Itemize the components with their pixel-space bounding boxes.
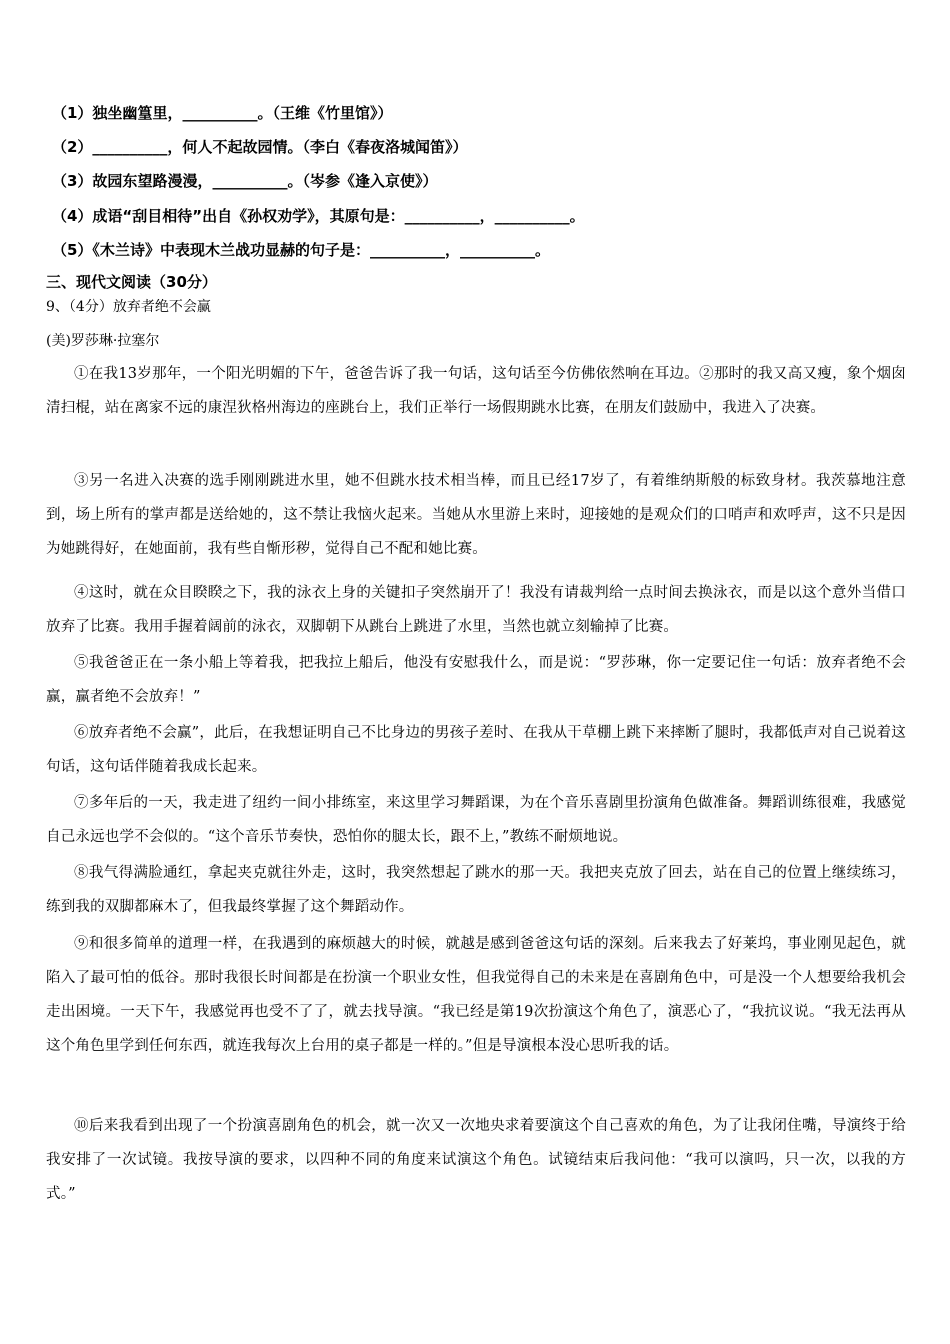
fill-blank-question-3: （3）故园东望路漫漫，__________。（岑参《逢入京使》） — [52, 172, 438, 190]
article-paragraph-1: ①在我13岁那年，一个阳光明媚的下午，爸爸告诉了我一句话，这句话至今仿佛依然响在耳边。②那时的我又高又瘦，象个烟囱清扫棍，站在离家不远的康涅狄格州海边的座跳台上，我们正举行一场假期跳水比赛，在朋友们鼓励中，我进入了决赛。 — [46, 366, 906, 416]
article-paragraph-7: ⑦多年后的一天，我走进了纽约一间小排练室，来这里学习舞蹈课，为在个音乐喜剧里扮演角色做准备。舞蹈训练很难，我感觉自己永远也学不会似的。“这个音乐节奏快，恐怕你的腿太长，跟不上，”教练不耐烦地说。 — [46, 795, 906, 845]
question-header: 9、（4分）放弃者绝不会赢 — [46, 299, 211, 315]
section-title: 三、现代文阅读（30分） — [46, 273, 217, 291]
fill-blank-question-5: （5）《木兰诗》中表现木兰战功显赫的句子是：__________，__________。 — [52, 241, 550, 259]
article-paragraph-4: ④这时，就在众目睽睽之下，我的泳衣上身的关键扣子突然崩开了！我没有请裁判给一点时间去换泳衣，而是以这个意外当借口放弃了比赛。我用手握着阔前的泳衣，双脚朝下从跳台上跳进了水里，当然也就立刻输掉了比赛。 — [46, 585, 906, 635]
article-paragraph-5: ⑤我爸爸正在一条小船上等着我，把我拉上船后，他没有安慰我什么，而是说：“罗莎琳，你一定要记住一句话：放弃者绝不会赢，赢者绝不会放弃！” — [46, 655, 906, 705]
article-author: (美)罗莎琳·拉塞尔 — [46, 333, 160, 349]
fill-blank-question-1: （1）独坐幽篁里，__________。（王维《竹里馆》） — [52, 104, 393, 122]
article-paragraph-3: ③另一名进入决赛的选手刚刚跳进水里，她不但跳水技术相当棒，而且已经17岁了，有着维纳斯般的标致身材。我茨慕地注意到，场上所有的掌声都是送给她的，这不禁让我恼火起来。当她从水里游上来时，迎接她的是观众们的口哨声和欢呼声，这不只是因为她跳得好，在她面前，我有些自惭形秽，觉得自己不配和她比赛。 — [46, 473, 906, 557]
article-paragraph-6: ⑥放弃者绝不会赢”，此后，在我想证明自己不比身边的男孩子差时、在我从干草棚上跳下来摔断了腿时，我都低声对自己说着这句话，这句话伴随着我成长起来。 — [46, 725, 906, 775]
article-paragraph-8: ⑧我气得满脸通红，拿起夹克就往外走，这时，我突然想起了跳水的那一天。我把夹克放了回去，站在自己的位置上继续练习，练到我的双脚都麻木了，但我最终掌握了这个舞蹈动作。 — [46, 865, 906, 915]
article-paragraph-9: ⑨和很多简单的道理一样，在我遇到的麻烦越大的时候，就越是感到爸爸这句话的深刻。后来我去了好莱坞，事业刚见起色，就陷入了最可怕的低谷。那时我很长时间都是在扮演一个职业女性，但我觉得自己的未来是在喜剧角色中，可是没一个人想要给我机会走出困境。一天下午，我感觉再也受不了了，就去找导演。“我已经是第19次扮演这个角色了，演恶心了，“我抗议说。“我无法再从这个角色里学到任何东西，就连我每次上台用的桌子都是一样的。”但是导演根本没心思听我的话。 — [46, 936, 906, 1054]
fill-blank-question-2: （2）__________，何人不起故园情。（李白《春夜洛城闻笛》） — [52, 138, 468, 156]
fill-blank-question-4: （4）成语“刮目相待”出自《孙权劝学》，其原句是：__________，__________。 — [52, 207, 585, 225]
article-paragraph-10: ⑩后来我看到出现了一个扮演喜剧角色的机会，就一次又一次地央求着要演这个自己喜欢的角色，为了让我闭住嘴，导演终于给我安排了一次试镜。我按导演的要求，以四种不同的角度来试演这个角色。试镜结束后我问他：“我可以演吗，只一次，以我的方式。” — [46, 1118, 906, 1202]
